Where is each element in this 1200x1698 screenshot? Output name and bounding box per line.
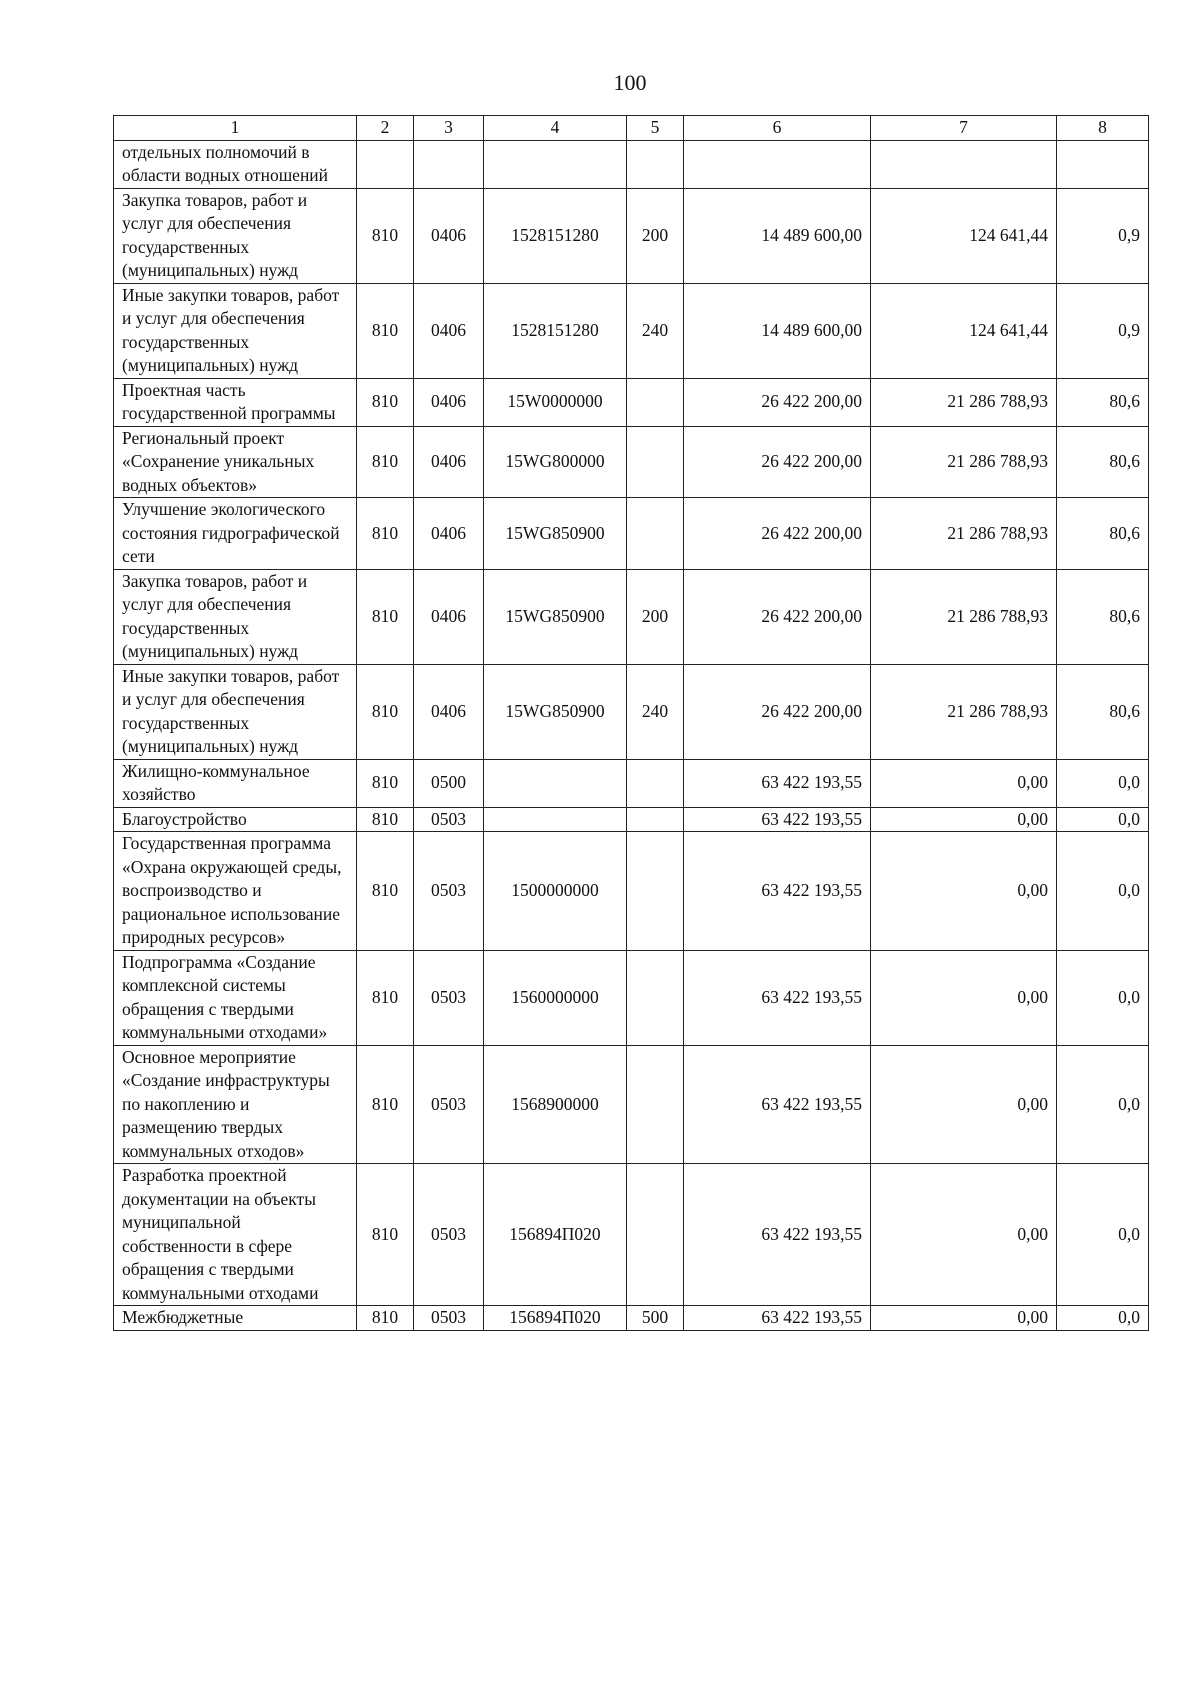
row-name-cell: Проектная часть государственной программы: [114, 378, 357, 426]
row-col5-cell: [627, 832, 684, 951]
row-col4-cell: 1528151280: [484, 283, 627, 378]
row-col4-cell: 15WG850900: [484, 569, 627, 664]
row-col4-cell: 15WG850900: [484, 498, 627, 570]
budget-table: [113, 115, 1149, 1331]
table-row: [114, 832, 1149, 951]
row-col8-cell: 0,0: [1057, 950, 1149, 1045]
row-col5-cell: [627, 950, 684, 1045]
row-col3-cell: [414, 140, 484, 188]
row-col8-cell: 80,6: [1057, 378, 1149, 426]
row-col6-cell: 63 422 193,55: [684, 832, 871, 951]
table-row: [114, 807, 1149, 832]
row-name-cell: Иные закупки товаров, работ и услуг для обеспечения государственных (муниципальных) нужд: [114, 664, 357, 759]
table-row: [114, 498, 1149, 570]
row-col2-cell: 810: [357, 283, 414, 378]
row-col8-cell: 80,6: [1057, 426, 1149, 498]
table-row: [114, 140, 1149, 188]
row-name-cell: Разработка проектной документации на объекты муниципальной собственности в сфере обращения с твердыми коммунальными отходами: [114, 1164, 357, 1306]
row-col4-cell: 156894П020: [484, 1164, 627, 1306]
row-col2-cell: 810: [357, 1164, 414, 1306]
row-col8-cell: 0,0: [1057, 1306, 1149, 1331]
table-body: [114, 140, 1149, 1330]
row-col6-cell: 63 422 193,55: [684, 950, 871, 1045]
table-row: [114, 1164, 1149, 1306]
row-col3-cell: 0503: [414, 1164, 484, 1306]
row-col5-cell: 240: [627, 283, 684, 378]
row-col8-cell: 0,0: [1057, 832, 1149, 951]
row-col6-cell: 14 489 600,00: [684, 283, 871, 378]
row-col3-cell: 0406: [414, 664, 484, 759]
row-col4-cell: 1528151280: [484, 188, 627, 283]
row-col8-cell: 0,0: [1057, 1164, 1149, 1306]
table-row: [114, 1045, 1149, 1164]
row-col4-cell: [484, 759, 627, 807]
row-col5-cell: [627, 426, 684, 498]
row-col4-cell: 1560000000: [484, 950, 627, 1045]
row-col3-cell: 0503: [414, 832, 484, 951]
row-col3-cell: 0406: [414, 498, 484, 570]
row-col7-cell: 21 286 788,93: [871, 378, 1057, 426]
row-col8-cell: 80,6: [1057, 569, 1149, 664]
row-col7-cell: 0,00: [871, 1164, 1057, 1306]
row-col5-cell: [627, 807, 684, 832]
row-col4-cell: 1568900000: [484, 1045, 627, 1164]
row-col8-cell: 0,9: [1057, 283, 1149, 378]
row-col6-cell: 14 489 600,00: [684, 188, 871, 283]
row-col4-cell: 15WG800000: [484, 426, 627, 498]
table-row: [114, 759, 1149, 807]
row-col3-cell: 0503: [414, 1306, 484, 1331]
row-col2-cell: 810: [357, 378, 414, 426]
row-name-cell: Закупка товаров, работ и услуг для обеспечения государственных (муниципальных) нужд: [114, 188, 357, 283]
row-name-cell: Региональный проект «Сохранение уникальных водных объектов»: [114, 426, 357, 498]
row-col2-cell: 810: [357, 807, 414, 832]
row-col2-cell: 810: [357, 1306, 414, 1331]
table-row: [114, 283, 1149, 378]
table-row: [114, 426, 1149, 498]
row-col7-cell: 0,00: [871, 807, 1057, 832]
col-header-3: 3: [414, 116, 484, 141]
row-col5-cell: 240: [627, 664, 684, 759]
row-col8-cell: 0,0: [1057, 807, 1149, 832]
row-col7-cell: 0,00: [871, 950, 1057, 1045]
row-col5-cell: [627, 759, 684, 807]
row-name-cell: Государственная программа «Охрана окружающей среды, воспроизводство и рациональное использование природных ресурсов»: [114, 832, 357, 951]
row-col7-cell: 21 286 788,93: [871, 664, 1057, 759]
row-col2-cell: 810: [357, 188, 414, 283]
row-col3-cell: 0406: [414, 188, 484, 283]
row-col8-cell: 80,6: [1057, 498, 1149, 570]
row-col6-cell: [684, 140, 871, 188]
row-col2-cell: 810: [357, 759, 414, 807]
row-col2-cell: [357, 140, 414, 188]
row-col7-cell: 21 286 788,93: [871, 426, 1057, 498]
row-col4-cell: 1500000000: [484, 832, 627, 951]
row-name-cell: Жилищно-коммунальное хозяйство: [114, 759, 357, 807]
row-col3-cell: 0503: [414, 1045, 484, 1164]
col-header-4: 4: [484, 116, 627, 141]
row-col6-cell: 26 422 200,00: [684, 498, 871, 570]
row-col5-cell: 200: [627, 569, 684, 664]
row-col8-cell: 80,6: [1057, 664, 1149, 759]
col-header-1: 1: [114, 116, 357, 141]
row-col5-cell: [627, 140, 684, 188]
row-col5-cell: 500: [627, 1306, 684, 1331]
row-col5-cell: [627, 1164, 684, 1306]
table-row: [114, 188, 1149, 283]
header-row: [114, 116, 1149, 141]
row-col6-cell: 63 422 193,55: [684, 759, 871, 807]
row-col6-cell: 26 422 200,00: [684, 664, 871, 759]
row-col2-cell: 810: [357, 498, 414, 570]
row-name-cell: Межбюджетные: [114, 1306, 357, 1331]
row-name-cell: отдельных полномочий в области водных отношений: [114, 140, 357, 188]
row-name-cell: Иные закупки товаров, работ и услуг для обеспечения государственных (муниципальных) нужд: [114, 283, 357, 378]
row-col8-cell: 0,0: [1057, 759, 1149, 807]
row-col4-cell: 156894П020: [484, 1306, 627, 1331]
row-col2-cell: 810: [357, 832, 414, 951]
col-header-5: 5: [627, 116, 684, 141]
row-name-cell: Улучшение экологического состояния гидрографической сети: [114, 498, 357, 570]
row-col2-cell: 810: [357, 426, 414, 498]
row-col6-cell: 63 422 193,55: [684, 1045, 871, 1164]
table-row: [114, 378, 1149, 426]
row-col8-cell: [1057, 140, 1149, 188]
col-header-7: 7: [871, 116, 1057, 141]
row-col3-cell: 0406: [414, 569, 484, 664]
table-row: [114, 569, 1149, 664]
row-col2-cell: 810: [357, 950, 414, 1045]
row-col6-cell: 26 422 200,00: [684, 569, 871, 664]
row-col3-cell: 0406: [414, 378, 484, 426]
table-row: [114, 950, 1149, 1045]
row-col5-cell: [627, 498, 684, 570]
row-col6-cell: 63 422 193,55: [684, 1306, 871, 1331]
row-name-cell: Благоустройство: [114, 807, 357, 832]
row-name-cell: Основное мероприятие «Создание инфраструктуры по накоплению и размещению твердых коммунальных отходов»: [114, 1045, 357, 1164]
row-col7-cell: 0,00: [871, 1306, 1057, 1331]
row-col7-cell: 124 641,44: [871, 283, 1057, 378]
row-col7-cell: 0,00: [871, 759, 1057, 807]
row-col3-cell: 0406: [414, 283, 484, 378]
col-header-6: 6: [684, 116, 871, 141]
row-col2-cell: 810: [357, 569, 414, 664]
row-col7-cell: 124 641,44: [871, 188, 1057, 283]
row-col2-cell: 810: [357, 664, 414, 759]
row-col8-cell: 0,0: [1057, 1045, 1149, 1164]
row-col4-cell: 15WG850900: [484, 664, 627, 759]
row-col2-cell: 810: [357, 1045, 414, 1164]
row-col6-cell: 26 422 200,00: [684, 426, 871, 498]
row-col7-cell: 21 286 788,93: [871, 498, 1057, 570]
row-col5-cell: [627, 378, 684, 426]
row-name-cell: Подпрограмма «Создание комплексной системы обращения с твердыми коммунальными отходами»: [114, 950, 357, 1045]
row-col6-cell: 26 422 200,00: [684, 378, 871, 426]
row-col6-cell: 63 422 193,55: [684, 807, 871, 832]
table-row: [114, 1306, 1149, 1331]
row-col4-cell: [484, 140, 627, 188]
row-col5-cell: [627, 1045, 684, 1164]
col-header-2: 2: [357, 116, 414, 141]
row-col7-cell: [871, 140, 1057, 188]
table-row: [114, 664, 1149, 759]
row-col4-cell: [484, 807, 627, 832]
row-col3-cell: 0500: [414, 759, 484, 807]
col-header-8: 8: [1057, 116, 1149, 141]
row-col4-cell: 15W0000000: [484, 378, 627, 426]
row-col7-cell: 0,00: [871, 832, 1057, 951]
row-col3-cell: 0503: [414, 950, 484, 1045]
page-number: 100: [613, 70, 647, 95]
row-col3-cell: 0503: [414, 807, 484, 832]
row-col6-cell: 63 422 193,55: [684, 1164, 871, 1306]
row-col7-cell: 21 286 788,93: [871, 569, 1057, 664]
row-col5-cell: 200: [627, 188, 684, 283]
row-col8-cell: 0,9: [1057, 188, 1149, 283]
row-name-cell: Закупка товаров, работ и услуг для обеспечения государственных (муниципальных) нужд: [114, 569, 357, 664]
row-col3-cell: 0406: [414, 426, 484, 498]
row-col7-cell: 0,00: [871, 1045, 1057, 1164]
